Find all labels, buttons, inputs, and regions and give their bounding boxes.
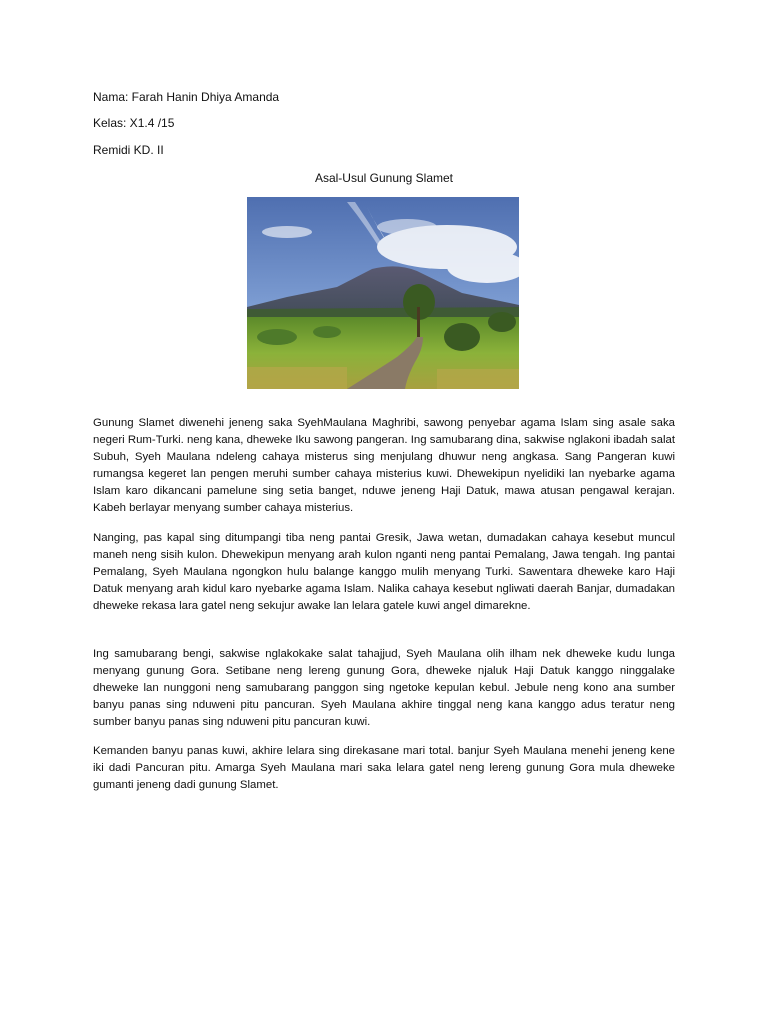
paragraph-4: Kemanden banyu panas kuwi, akhire lelara sing direkasane mari total. banjur Syeh Maulana menehi jeneng kene iki dadi Pancuran pitu. Amarga Syeh Maulana mari saka lelara gatel neng lereng gunung Gora mula dheweke gumanti jeneng dadi gunung Slamet.	[93, 745, 675, 792]
mount-slamet-photo	[247, 197, 519, 389]
remedial-label: Remidi KD. II	[93, 143, 164, 157]
landscape-illustration	[247, 197, 519, 389]
student-name: Nama: Farah Hanin Dhiya Amanda	[93, 90, 280, 104]
paragraph-1: Gunung Slamet diwenehi jeneng saka SyehMaulana Maghribi, sawong penyebar agama Islam sing asale saka negeri Rum-Turki. neng kana, dheweke Iku sawong pangeran. Ing samubarang dina, sakwise nglakoni ibadah salat Subuh, Syeh Maulana ndeleng cahaya misterus sing menjulang dhuwur neng angkasa. Sang Pangeran kuwi rumangsa kegeret lan pengen meruhi sumber cahaya misterius kuwi. Dhewekipun nyelidiki lan nyebarke agama Islam karo dikancani pamelune sing setia banget, nduwe jeneng Haji Datuk, mawa atusan pengawal kerajan. Kabeh berlayar menyang sumber cahaya misterius.	[93, 417, 675, 515]
page-title: Asal-Usul Gunung Slamet	[314, 171, 454, 185]
paragraph-3: Ing samubarang bengi, sakwise nglakokake salat tahajjud, Syeh Maulana olih ilham nek dheweke kudu lunga menyang gunung Gora. Setibane neng lereng gunung Gora, dheweke njaluk Haji Datuk kanggo ninggalake dheweke lan nunggoni neng samubarang panggon sing ngetoke kepulan kebul. Jebule neng kono ana sumber banyu panas sing nduweni pitu pancuran. Syeh Maulana akhire tinggal neng kana kanggo adus teratur neng sumber banyu panas sing nduweni pitu pancuran kuwi.	[93, 648, 675, 729]
paragraph-2: Nanging, pas kapal sing ditumpangi tiba neng pantai Gresik, Jawa wetan, dumadakan cahaya kesebut muncul maneh neng sisih kulon. Dhewekipun menyang arah kulon nganti neng pantai Pemalang, Jawa tengah. Ing pantai Pemalang, Syeh Maulana ngongkon hulu balange kanggo mulih menyang Turki. Sawentara dheweke karo Haji Datuk menyang arah kidul karo nyebarke agama Islam. Nalika cahaya kesebut ngliwati daerah Banjar, dumadakan dheweke rekasa lara gatel neng sekujur awake lan lelara gatele kuwi angel dimarekne.	[93, 532, 675, 613]
student-class: Kelas: X1.4 /15	[93, 116, 175, 130]
